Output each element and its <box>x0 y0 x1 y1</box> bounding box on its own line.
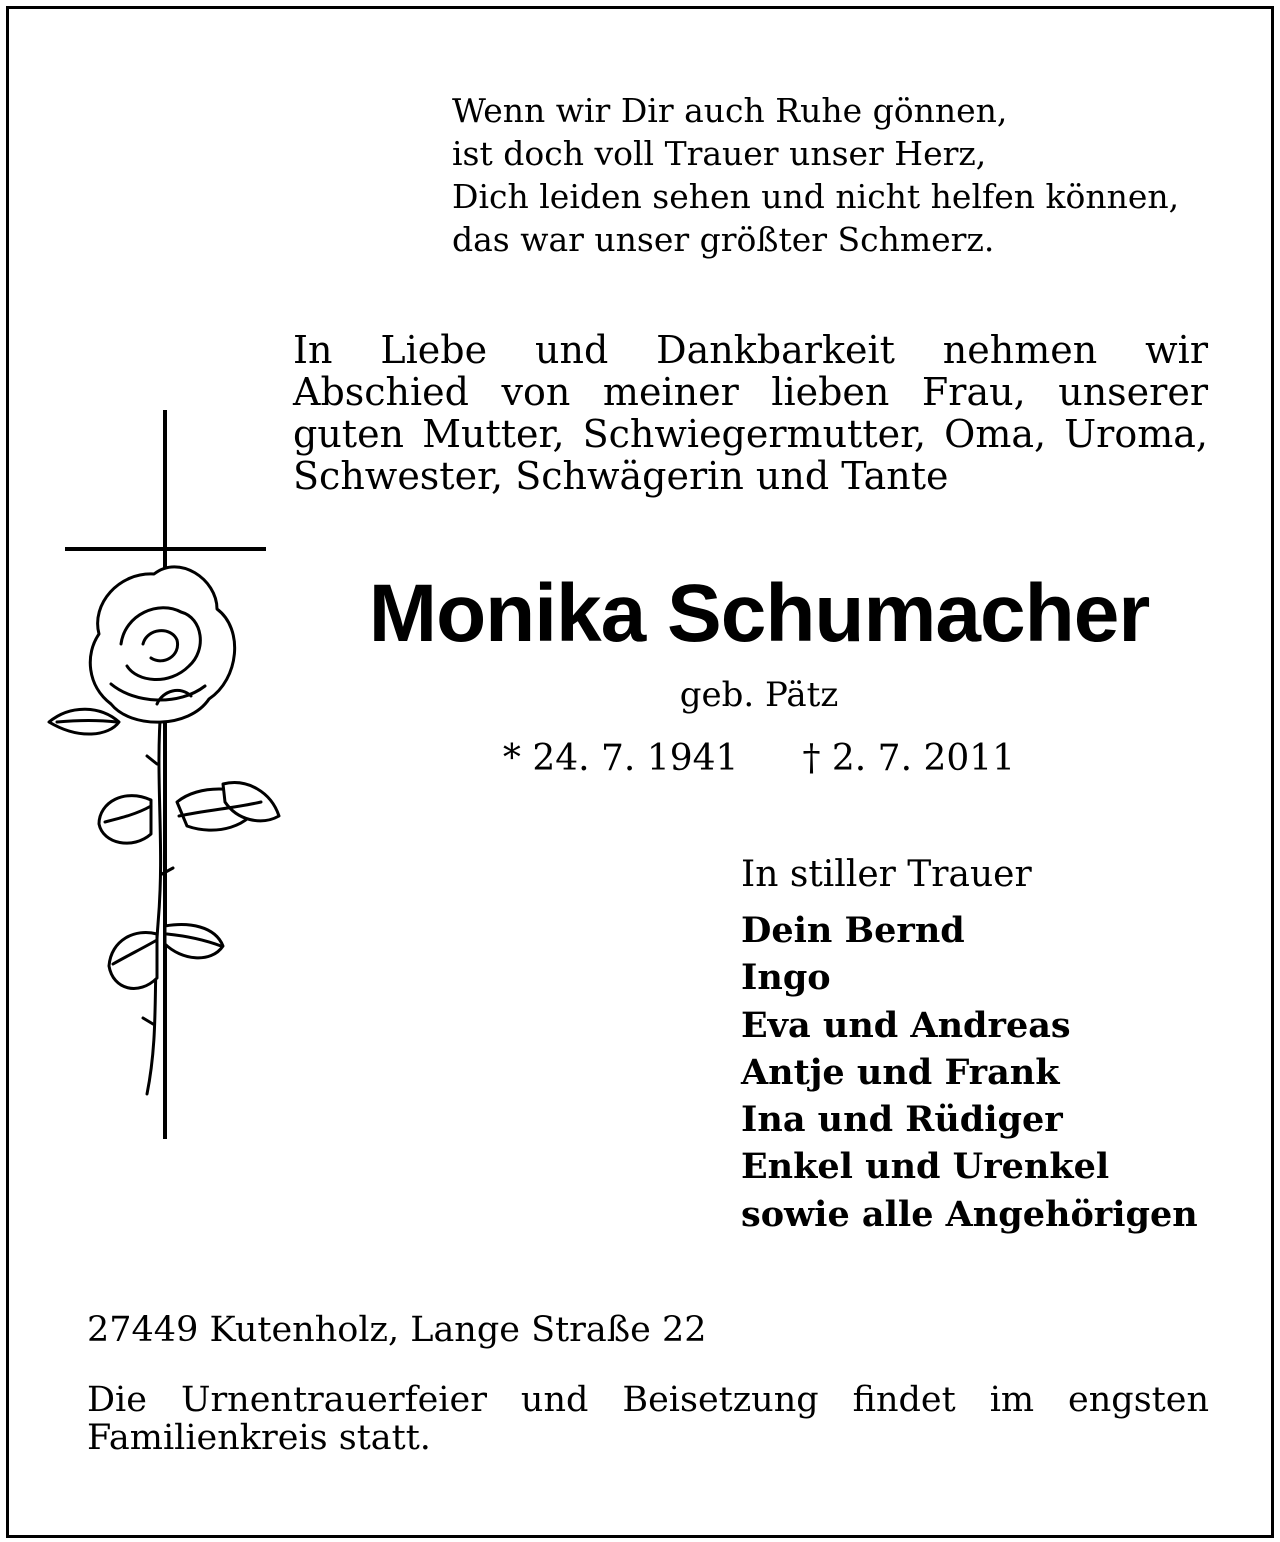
mourner-name: Ingo <box>741 957 831 999</box>
death-date: † 2. 7. 2011 <box>802 738 1016 779</box>
notice-line: Die Urnentrauerfeier und Beisetzung findet im engsten <box>87 1380 1209 1420</box>
cross-rose-illustration <box>39 404 284 1149</box>
mourners-heading: In stiller Trauer <box>741 854 1032 895</box>
poem <box>452 89 1232 261</box>
notice-line: Familienkreis statt. <box>87 1418 431 1458</box>
farewell-line: guten Mutter, Schwiegermutter, Oma, Uroma, <box>293 412 1208 456</box>
obituary-frame <box>6 6 1274 1538</box>
farewell-line: Abschied von meiner lieben Frau, unserer <box>293 370 1208 414</box>
address: 27449 Kutenholz, Lange Straße 22 <box>87 1310 707 1350</box>
cross-icon <box>65 410 266 1139</box>
deceased-name: Monika Schumacher <box>368 568 1150 659</box>
poem-line: Dich leiden sehen und nicht helfen können, <box>452 177 1180 216</box>
poem-line: das war unser größter Schmerz. <box>452 220 995 259</box>
farewell-line: In Liebe und Dankbarkeit nehmen wir <box>293 328 1208 372</box>
mourner-name: Antje und Frank <box>741 1051 1060 1093</box>
mourner-name: Ina und Rüdiger <box>741 1099 1063 1141</box>
funeral-notice <box>87 1381 1209 1457</box>
life-dates <box>309 735 1209 783</box>
mourner-name: Eva und Andreas <box>741 1004 1071 1046</box>
mourner-name: Dein Bernd <box>741 910 965 951</box>
poem-line: ist doch voll Trauer unser Herz, <box>452 134 987 173</box>
mourners-list <box>741 907 1198 1238</box>
poem-line: Wenn wir Dir auch Ruhe gönnen, <box>452 91 1008 130</box>
birth-name: geb. Pätz <box>679 675 839 715</box>
farewell-line: Schwester, Schwägerin und Tante <box>293 454 949 498</box>
mourner-name: Enkel und Urenkel <box>741 1146 1110 1188</box>
birth-date: * 24. 7. 1941 <box>502 738 739 779</box>
farewell-text <box>293 329 1208 497</box>
mourner-name: sowie alle Angehörigen <box>741 1193 1198 1235</box>
